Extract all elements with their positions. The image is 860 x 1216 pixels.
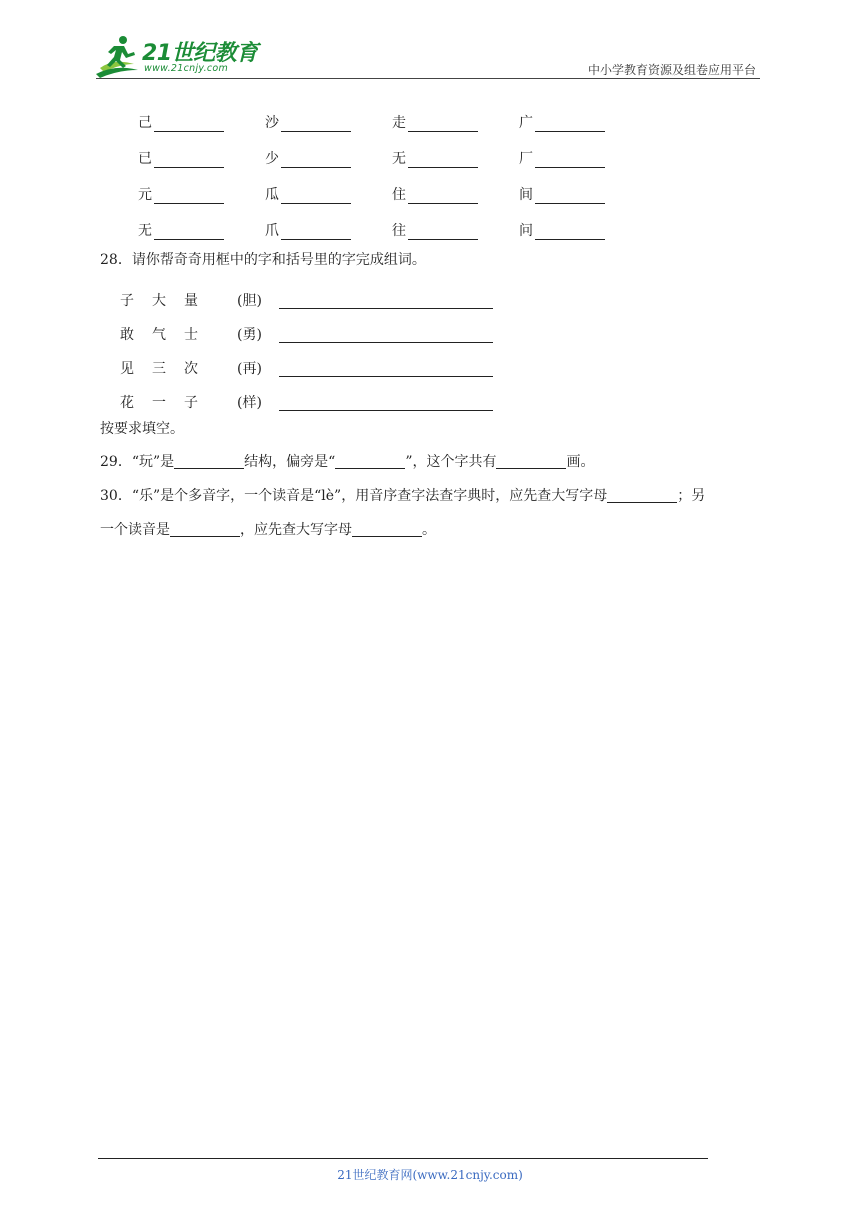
- char-label: 元: [138, 187, 152, 203]
- char-cell: [138, 220, 265, 240]
- question-30-line1: [100, 486, 705, 506]
- char-label: 间: [519, 187, 533, 203]
- q29-part2: 结构，偏旁是“: [244, 454, 336, 470]
- word-row: [120, 351, 493, 385]
- q30-blank-reading[interactable]: [170, 520, 240, 537]
- q30-part3: 一个读音是: [100, 522, 170, 538]
- logo-text: 21世纪教育: [142, 41, 258, 66]
- q29-part1: 29．“玩”是: [100, 454, 175, 470]
- answer-blank[interactable]: [281, 223, 351, 240]
- q30-part5: 。: [422, 522, 436, 538]
- char-cell: [519, 112, 646, 132]
- char-cell: [265, 184, 392, 204]
- answer-blank[interactable]: [535, 223, 605, 240]
- char-label: 厂: [519, 151, 533, 167]
- box-char: 次: [184, 361, 198, 377]
- char-label: 少: [265, 151, 279, 167]
- answer-blank[interactable]: [281, 151, 351, 168]
- answer-blank[interactable]: [281, 115, 351, 132]
- answer-blank[interactable]: [154, 187, 224, 204]
- char-label: 广: [519, 115, 533, 131]
- char-grid-row: [138, 140, 646, 176]
- word-grid: [120, 283, 493, 419]
- char-label: 住: [392, 187, 406, 203]
- char-label: 瓜: [265, 187, 279, 203]
- answer-blank[interactable]: [154, 151, 224, 168]
- q30-part4: ，应先查大写字母: [240, 522, 352, 538]
- char-cell: [392, 112, 519, 132]
- char-cell: [265, 220, 392, 240]
- char-cell: [392, 148, 519, 168]
- answer-blank[interactable]: [154, 115, 224, 132]
- q29-blank-strokes[interactable]: [496, 452, 566, 469]
- char-grid-row: [138, 104, 646, 140]
- char-label: 已: [138, 151, 152, 167]
- word-row: [120, 317, 493, 351]
- char-cell: [519, 184, 646, 204]
- box-char: 花: [120, 395, 134, 411]
- box-char: 一: [152, 395, 166, 411]
- paren-char: (胆): [237, 293, 262, 309]
- q29-part4: 画。: [566, 454, 595, 470]
- paren-char: (样): [237, 395, 262, 411]
- char-label: 己: [138, 115, 152, 131]
- box-char: 敢: [120, 327, 134, 343]
- footer-divider: [98, 1158, 708, 1159]
- q30-part1: 30．“乐”是个多音字，一个读音是“lè”，用音序查字法查字典时，应先查大写字母: [100, 488, 608, 504]
- site-logo: [94, 34, 264, 78]
- word-row: [120, 283, 493, 317]
- char-cell: [138, 184, 265, 204]
- answer-blank[interactable]: [408, 151, 478, 168]
- char-cell: [519, 220, 646, 240]
- q29-part3: ”，这个字共有: [405, 454, 497, 470]
- answer-blank[interactable]: [408, 115, 478, 132]
- logo-url: www.21cnjy.com: [144, 63, 229, 74]
- box-char: 量: [184, 293, 198, 309]
- header-divider: [96, 78, 760, 79]
- box-char: 士: [184, 327, 198, 343]
- answer-blank[interactable]: [408, 187, 478, 204]
- answer-blank[interactable]: [535, 151, 605, 168]
- runner-icon: [94, 34, 140, 78]
- box-char: 气: [152, 327, 166, 343]
- section-title: 按要求填空。: [100, 421, 184, 437]
- char-cell: [392, 220, 519, 240]
- platform-title: 中小学教育资源及组卷应用平台: [587, 63, 756, 77]
- char-cell: [265, 112, 392, 132]
- question-28: 28．请你帮奇奇用框中的字和括号里的字完成组词。: [100, 252, 426, 268]
- q30-blank-letter1[interactable]: [607, 486, 677, 503]
- char-label: 往: [392, 223, 406, 239]
- char-cell: [392, 184, 519, 204]
- char-cell: [138, 148, 265, 168]
- char-grid: [138, 104, 646, 248]
- footer-text: 21世纪教育网(www.21cnjy.com): [337, 1168, 523, 1182]
- char-label: 无: [392, 151, 406, 167]
- char-label: 走: [392, 115, 406, 131]
- question-30-line2: [100, 520, 436, 540]
- char-cell: [138, 112, 265, 132]
- answer-blank[interactable]: [154, 223, 224, 240]
- char-grid-row: [138, 176, 646, 212]
- word-answer-blank[interactable]: [279, 326, 493, 343]
- box-char: 见: [120, 361, 134, 377]
- char-cell: [265, 148, 392, 168]
- word-answer-blank[interactable]: [279, 292, 493, 309]
- char-label: 问: [519, 223, 533, 239]
- answer-blank[interactable]: [535, 187, 605, 204]
- q30-part2: ；另: [677, 488, 706, 504]
- word-row: [120, 385, 493, 419]
- char-grid-row: [138, 212, 646, 248]
- box-char: 大: [152, 293, 166, 309]
- q30-blank-letter2[interactable]: [352, 520, 422, 537]
- answer-blank[interactable]: [281, 187, 351, 204]
- char-label: 沙: [265, 115, 279, 131]
- box-char: 三: [152, 361, 166, 377]
- box-char: 子: [120, 293, 134, 309]
- answer-blank[interactable]: [408, 223, 478, 240]
- char-label: 无: [138, 223, 152, 239]
- word-answer-blank[interactable]: [279, 394, 493, 411]
- word-answer-blank[interactable]: [279, 360, 493, 377]
- q29-blank-radical[interactable]: [335, 452, 405, 469]
- q29-blank-structure[interactable]: [174, 452, 244, 469]
- box-char: 子: [184, 395, 198, 411]
- question-29: [100, 452, 594, 472]
- char-cell: [519, 148, 646, 168]
- answer-blank[interactable]: [535, 115, 605, 132]
- paren-char: (勇): [237, 327, 262, 343]
- char-label: 爪: [265, 223, 279, 239]
- paren-char: (再): [237, 361, 262, 377]
